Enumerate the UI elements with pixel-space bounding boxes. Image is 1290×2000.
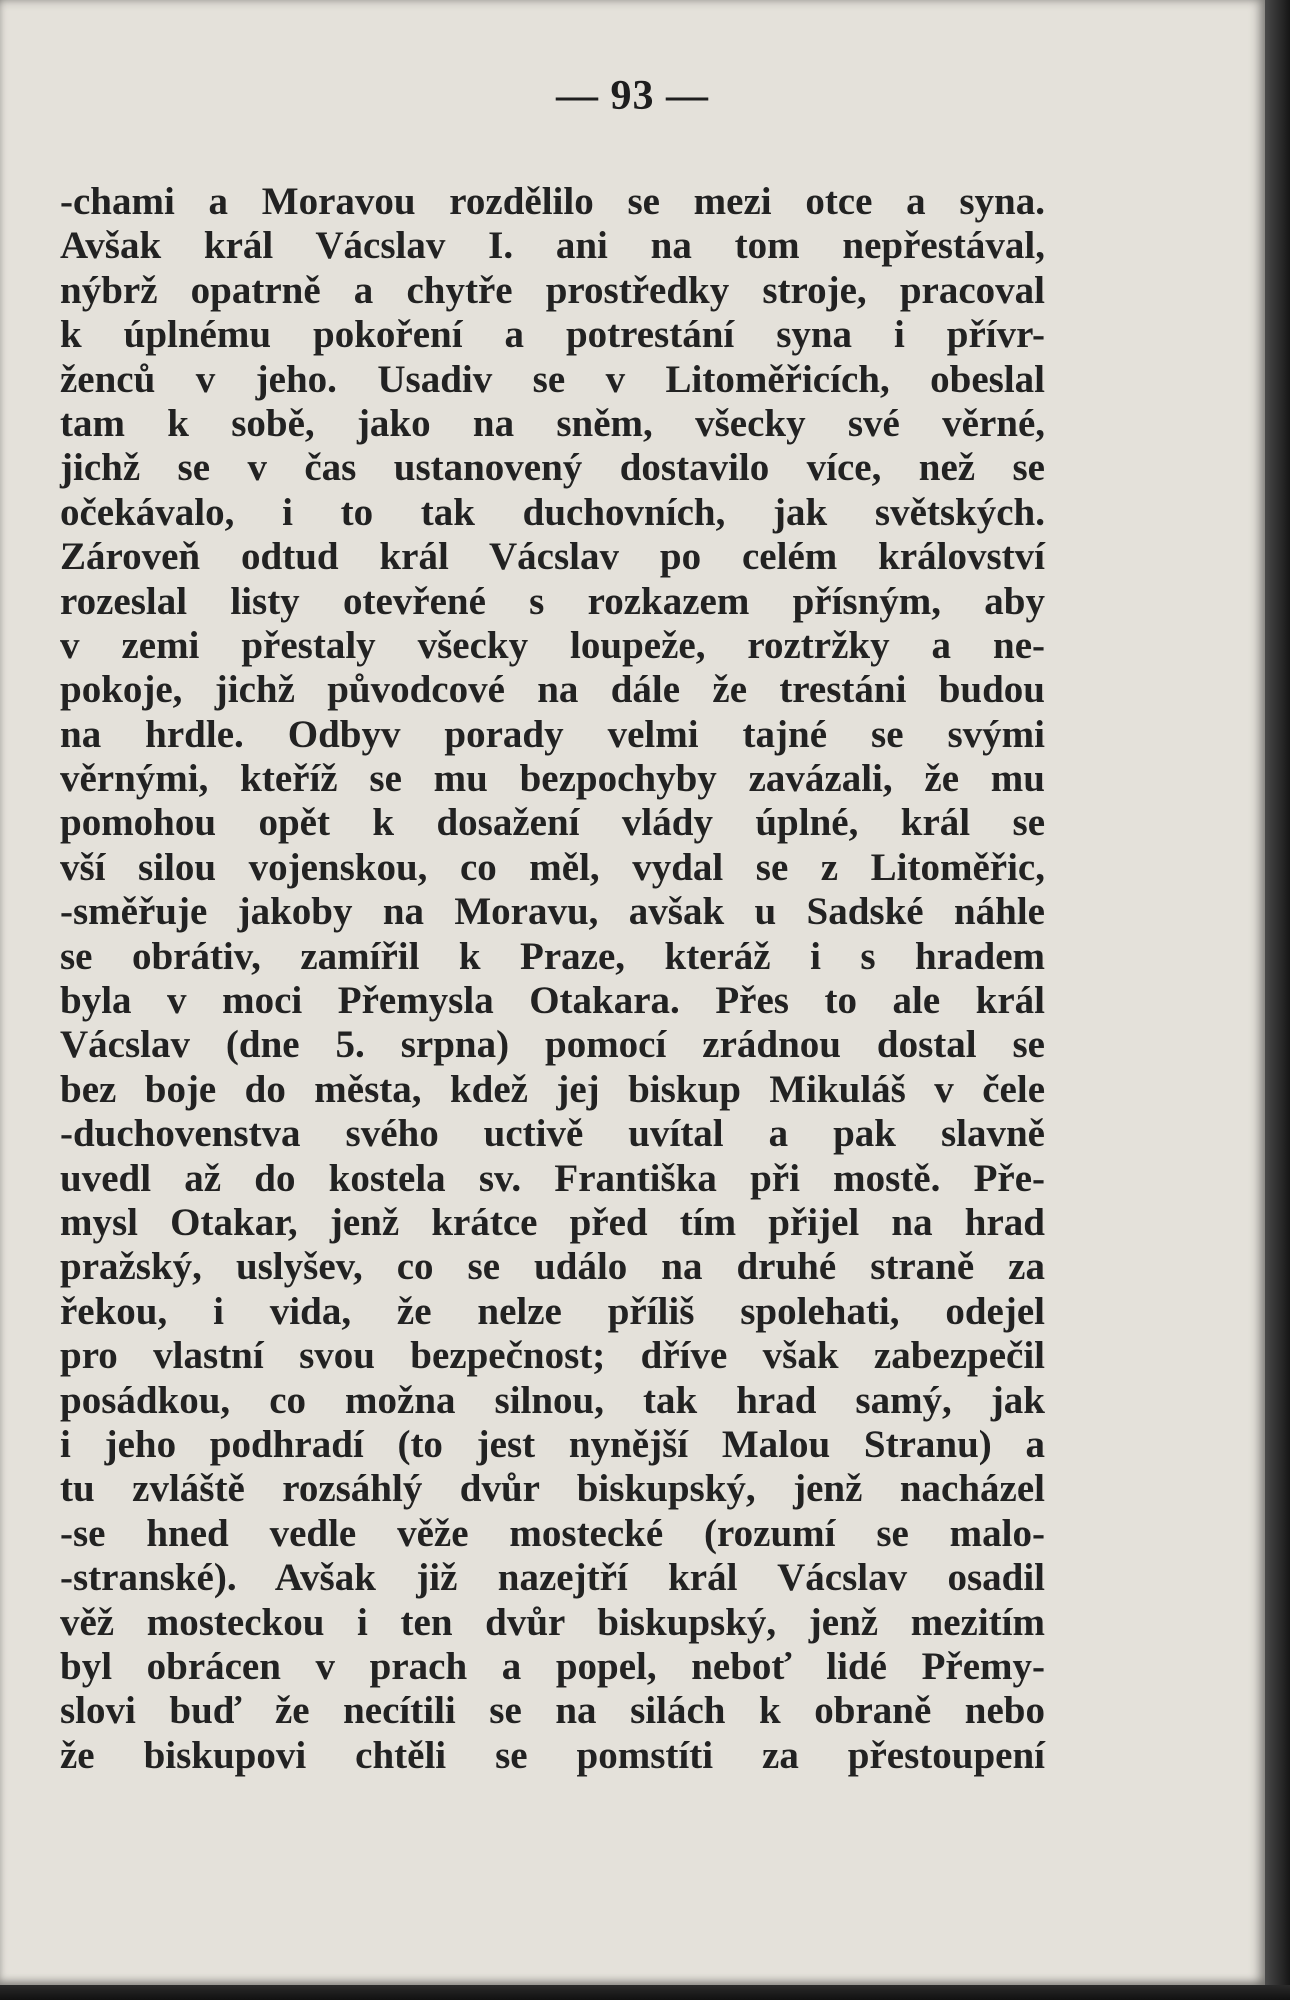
text-line: i jeho podhradí (to jest nynější Malou Stranu) a (60, 1422, 1045, 1466)
text-line: -se hned vedle věže mostecké (rozumí se malo- (60, 1511, 1045, 1555)
text-line: jichž se v čas ustanovený dostavilo více, než se (60, 446, 1045, 490)
text-line: byl obrácen v prach a popel, neboť lidé Přemy- (60, 1644, 1045, 1688)
text-line: rozeslal listy otevřené s rozkazem přísným, aby (60, 579, 1045, 623)
text-line: řekou, i vida, že nelze příliš spolehati, odejel (60, 1289, 1045, 1333)
text-line: -duchovenstva svého uctivě uvítal a pak slavně (60, 1112, 1045, 1156)
page-edge-shadow (1265, 0, 1290, 2000)
text-line: že biskupovi chtěli se pomstíti za přestoupení (60, 1733, 1045, 1777)
text-line: očekávalo, i to tak duchovních, jak světských. (60, 490, 1045, 534)
text-line: ženců v jeho. Usadiv se v Litoměřicích, obeslal (60, 357, 1045, 401)
text-line: pomohou opět k dosažení vlády úplné, král se (60, 801, 1045, 845)
text-line: věž mosteckou i ten dvůr biskupský, jenž mezitím (60, 1600, 1045, 1644)
text-line: mysl Otakar, jenž krátce před tím přijel na hrad (60, 1200, 1045, 1244)
text-line: vší silou vojenskou, co měl, vydal se z Litoměřic, (60, 845, 1045, 889)
text-line: nýbrž opatrně a chytře prostředky stroje, pracoval (60, 268, 1045, 312)
text-line: Avšak král Vácslav I. ani na tom nepřestával, (60, 224, 1045, 268)
text-line: Zároveň odtud král Vácslav po celém království (60, 535, 1045, 579)
text-line: -chami a Moravou rozdělilo se mezi otce a syna. (60, 180, 1045, 223)
page-number-header: — 93 — (556, 73, 709, 119)
text-line: na hrdle. Odbyv porady velmi tajné se svými (60, 712, 1045, 756)
text-line: Vácslav (dne 5. srpna) pomocí zrádnou dostal se (60, 1023, 1045, 1067)
text-line: pražský, uslyšev, co se událo na druhé straně za (60, 1245, 1045, 1289)
text-line: v zemi přestaly všecky loupeže, roztržky a ne- (60, 623, 1045, 667)
text-line: tam k sobě, jako na sněm, všecky své věrné, (60, 401, 1045, 445)
text-line: bez boje do města, kdež jej biskup Mikuláš v čele (60, 1067, 1045, 1111)
text-line: byla v moci Přemysla Otakara. Přes to ale král (60, 979, 1045, 1023)
body-text (60, 180, 1045, 1778)
page-bottom-edge (0, 1985, 1290, 2000)
text-line: k úplnému pokoření a potrestání syna i přívr- (60, 313, 1045, 357)
text-line: uvedl až do kostela sv. Františka při mostě. Pře- (60, 1156, 1045, 1200)
text-line: pro vlastní svou bezpečnost; dříve však zabezpečil (60, 1334, 1045, 1378)
text-line: se obrátiv, zamířil k Praze, kteráž i s hradem (60, 934, 1045, 978)
text-line: slovi buď že necítili se na silách k obraně nebo (60, 1689, 1045, 1733)
text-line: tu zvláště rozsáhlý dvůr biskupský, jenž nacházel (60, 1467, 1045, 1511)
text-line: -směřuje jakoby na Moravu, avšak u Sadské náhle (60, 890, 1045, 934)
text-line: pokoje, jichž původcové na dále že trestáni budou (60, 668, 1045, 712)
text-line: posádkou, co možna silnou, tak hrad samý, jak (60, 1378, 1045, 1422)
text-line: věrnými, kteříž se mu bezpochyby zavázali, že mu (60, 757, 1045, 801)
text-line: -stranské). Avšak již nazejtří král Vácslav osadil (60, 1556, 1045, 1600)
